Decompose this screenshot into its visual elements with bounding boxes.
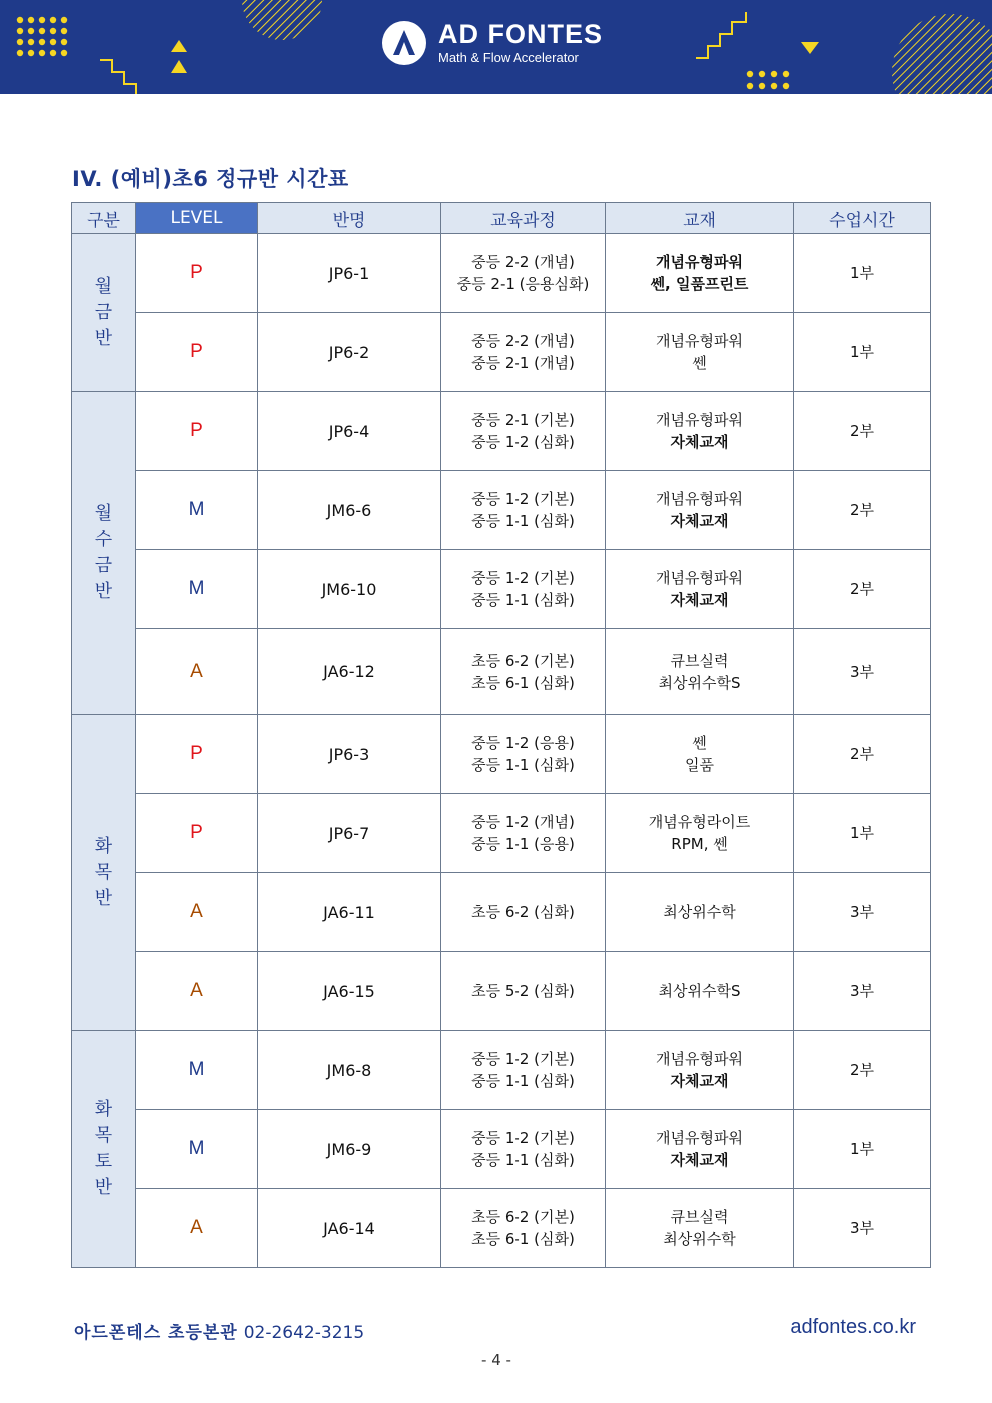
course-line: 중등 2-1 (응용심화) xyxy=(456,275,590,293)
course-line: 중등 1-2 (응용) xyxy=(471,734,575,752)
course-cell xyxy=(441,794,606,873)
time-cell: 3부 xyxy=(794,873,931,952)
course-line: 중등 1-2 (기본) xyxy=(471,1050,575,1068)
book-cell xyxy=(606,234,794,313)
book-line: 자체교재 xyxy=(670,591,729,609)
table-row xyxy=(72,1189,931,1268)
level-cell: P xyxy=(136,234,258,313)
level-cell: P xyxy=(136,715,258,794)
time-cell: 1부 xyxy=(794,234,931,313)
book-line: 자체교재 xyxy=(670,512,729,530)
class-name-cell: JA6-11 xyxy=(258,873,441,952)
course-cell xyxy=(441,550,606,629)
book-cell xyxy=(606,1110,794,1189)
table-row xyxy=(72,1031,931,1110)
brand xyxy=(382,20,603,66)
book-cell xyxy=(606,1031,794,1110)
book-line: 쎈, 일품프린트 xyxy=(650,275,749,293)
book-line: 최상위수학S xyxy=(658,673,741,692)
time-cell: 3부 xyxy=(794,1189,931,1268)
header-book: 교재 xyxy=(606,203,794,234)
book-line: 자체교재 xyxy=(670,433,729,451)
table-row xyxy=(72,794,931,873)
course-line: 초등 6-2 (기본) xyxy=(471,651,575,670)
book-line: 개념유형파워 xyxy=(656,1050,743,1068)
time-cell: 3부 xyxy=(794,629,931,715)
book-line: 개념유형파워 xyxy=(656,1129,743,1147)
group-cell xyxy=(72,1031,136,1268)
course-line: 중등 1-1 (심화) xyxy=(471,1151,575,1169)
level-cell: P xyxy=(136,392,258,471)
group-name: 월수금반 xyxy=(94,503,113,602)
table-row xyxy=(72,952,931,1031)
dot-grid-right xyxy=(747,71,789,89)
brand-logo-icon xyxy=(382,21,426,65)
header-time: 수업시간 xyxy=(794,203,931,234)
header-group: 구분 xyxy=(72,203,136,234)
course-cell xyxy=(441,952,606,1031)
course-line: 중등 1-2 (개념) xyxy=(471,813,575,831)
course-line: 중등 1-1 (심화) xyxy=(471,512,575,530)
book-line: 큐브실력 xyxy=(670,1208,729,1226)
course-cell xyxy=(441,471,606,550)
course-cell xyxy=(441,1189,606,1268)
book-cell xyxy=(606,794,794,873)
course-line: 중등 1-1 (응용) xyxy=(471,835,575,853)
level-cell: A xyxy=(136,1189,258,1268)
brand-name: AD FONTES xyxy=(438,19,604,49)
book-line: 개념유형파워 xyxy=(656,332,743,350)
course-line: 초등 6-1 (심화) xyxy=(471,673,575,692)
group-name: 화목반 xyxy=(94,835,113,909)
class-name-cell: JA6-14 xyxy=(258,1189,441,1268)
course-line: 초등 6-2 (심화) xyxy=(471,903,575,921)
time-cell: 1부 xyxy=(794,1110,931,1189)
course-line: 중등 1-1 (심화) xyxy=(471,591,575,609)
class-name-cell: JP6-7 xyxy=(258,794,441,873)
group-cell xyxy=(72,392,136,715)
course-cell xyxy=(441,1110,606,1189)
course-line: 초등 6-2 (기본) xyxy=(471,1208,575,1226)
course-cell xyxy=(441,392,606,471)
class-name-cell: JM6-8 xyxy=(258,1031,441,1110)
book-line: 개념유형라이트 xyxy=(648,813,751,831)
book-cell xyxy=(606,873,794,952)
time-cell: 2부 xyxy=(794,471,931,550)
time-cell: 1부 xyxy=(794,794,931,873)
class-name-cell: JA6-15 xyxy=(258,952,441,1031)
book-line: 쎈 xyxy=(692,734,707,752)
table-row xyxy=(72,392,931,471)
book-line: 최상위수학S xyxy=(658,982,741,1000)
book-line: 개념유형파워 xyxy=(656,569,743,587)
class-name-cell: JP6-1 xyxy=(258,234,441,313)
class-name-cell: JM6-10 xyxy=(258,550,441,629)
book-cell xyxy=(606,313,794,392)
course-cell xyxy=(441,313,606,392)
level-cell: M xyxy=(136,1031,258,1110)
book-cell xyxy=(606,550,794,629)
table-row xyxy=(72,715,931,794)
book-cell xyxy=(606,1189,794,1268)
table-header-row xyxy=(72,203,931,234)
book-cell xyxy=(606,471,794,550)
book-line: 최상위수학 xyxy=(663,1230,736,1248)
footer-phone: 02-2642-3215 xyxy=(243,1323,365,1343)
course-cell xyxy=(441,873,606,952)
table-row xyxy=(72,629,931,715)
level-cell: A xyxy=(136,873,258,952)
table-row xyxy=(72,1110,931,1189)
book-line: 쎈 xyxy=(692,354,707,372)
course-cell xyxy=(441,715,606,794)
class-name-cell: JP6-3 xyxy=(258,715,441,794)
section-title: IV. (예비)초6 정규반 시간표 xyxy=(72,167,349,191)
group-name: 월금반 xyxy=(94,275,113,349)
header-class: 반명 xyxy=(258,203,441,234)
course-line: 초등 5-2 (심화) xyxy=(471,982,575,1000)
book-line: 개념유형파워 xyxy=(656,253,743,271)
group-cell xyxy=(72,234,136,392)
footer-org-name: 아드폰테스 초등본관 xyxy=(74,1323,238,1343)
course-line: 중등 1-1 (심화) xyxy=(471,756,575,774)
table-body xyxy=(72,234,931,1268)
time-cell: 2부 xyxy=(794,1031,931,1110)
header-level: LEVEL xyxy=(136,203,258,234)
level-cell: M xyxy=(136,550,258,629)
time-cell: 1부 xyxy=(794,313,931,392)
group-name: 화목토반 xyxy=(94,1099,113,1198)
class-name-cell: JP6-2 xyxy=(258,313,441,392)
book-cell xyxy=(606,952,794,1031)
table-row xyxy=(72,550,931,629)
course-line: 중등 2-2 (개념) xyxy=(471,253,575,271)
book-line: 자체교재 xyxy=(670,1151,729,1169)
time-cell: 2부 xyxy=(794,550,931,629)
table-row xyxy=(72,313,931,392)
course-line: 중등 1-2 (기본) xyxy=(471,1129,575,1147)
level-cell: P xyxy=(136,794,258,873)
class-name-cell: JM6-9 xyxy=(258,1110,441,1189)
class-name-cell: JP6-4 xyxy=(258,392,441,471)
footer-contact xyxy=(74,1318,364,1343)
book-line: 일품 xyxy=(685,756,714,774)
course-line: 중등 1-2 (기본) xyxy=(471,490,575,508)
course-line: 중등 1-2 (기본) xyxy=(471,569,575,587)
dot-grid-left xyxy=(17,17,67,56)
book-line: 최상위수학 xyxy=(663,903,736,921)
book-line: RPM, 쎈 xyxy=(671,835,728,853)
course-cell xyxy=(441,629,606,715)
schedule-table xyxy=(71,202,931,1268)
time-cell: 3부 xyxy=(794,952,931,1031)
time-cell: 2부 xyxy=(794,715,931,794)
table-row xyxy=(72,873,931,952)
book-cell xyxy=(606,715,794,794)
book-line: 개념유형파워 xyxy=(656,490,743,508)
course-line: 중등 1-1 (심화) xyxy=(471,1072,575,1090)
time-cell: 2부 xyxy=(794,392,931,471)
course-line: 중등 2-1 (기본) xyxy=(471,411,575,429)
level-cell: A xyxy=(136,629,258,715)
level-cell: M xyxy=(136,471,258,550)
course-line: 중등 2-1 (개념) xyxy=(471,354,575,372)
class-name-cell: JA6-12 xyxy=(258,629,441,715)
header-course: 교육과정 xyxy=(441,203,606,234)
footer-website[interactable]: adfontes.co.kr xyxy=(790,1316,916,1338)
brand-tagline: Math & Flow Accelerator xyxy=(438,50,579,65)
course-cell xyxy=(441,234,606,313)
course-line: 중등 1-2 (심화) xyxy=(471,433,575,451)
level-cell: A xyxy=(136,952,258,1031)
book-line: 개념유형파워 xyxy=(656,411,743,429)
page-number: - 4 - xyxy=(481,1351,511,1369)
header-banner xyxy=(0,0,992,94)
level-cell: M xyxy=(136,1110,258,1189)
level-cell: P xyxy=(136,313,258,392)
book-line: 자체교재 xyxy=(670,1072,729,1090)
course-line: 초등 6-1 (심화) xyxy=(471,1230,575,1248)
group-cell xyxy=(72,715,136,1031)
course-line: 중등 2-2 (개념) xyxy=(471,332,575,350)
table-row xyxy=(72,471,931,550)
course-cell xyxy=(441,1031,606,1110)
book-line: 큐브실력 xyxy=(670,651,729,670)
book-cell xyxy=(606,629,794,715)
table-row xyxy=(72,234,931,313)
book-cell xyxy=(606,392,794,471)
class-name-cell: JM6-6 xyxy=(258,471,441,550)
